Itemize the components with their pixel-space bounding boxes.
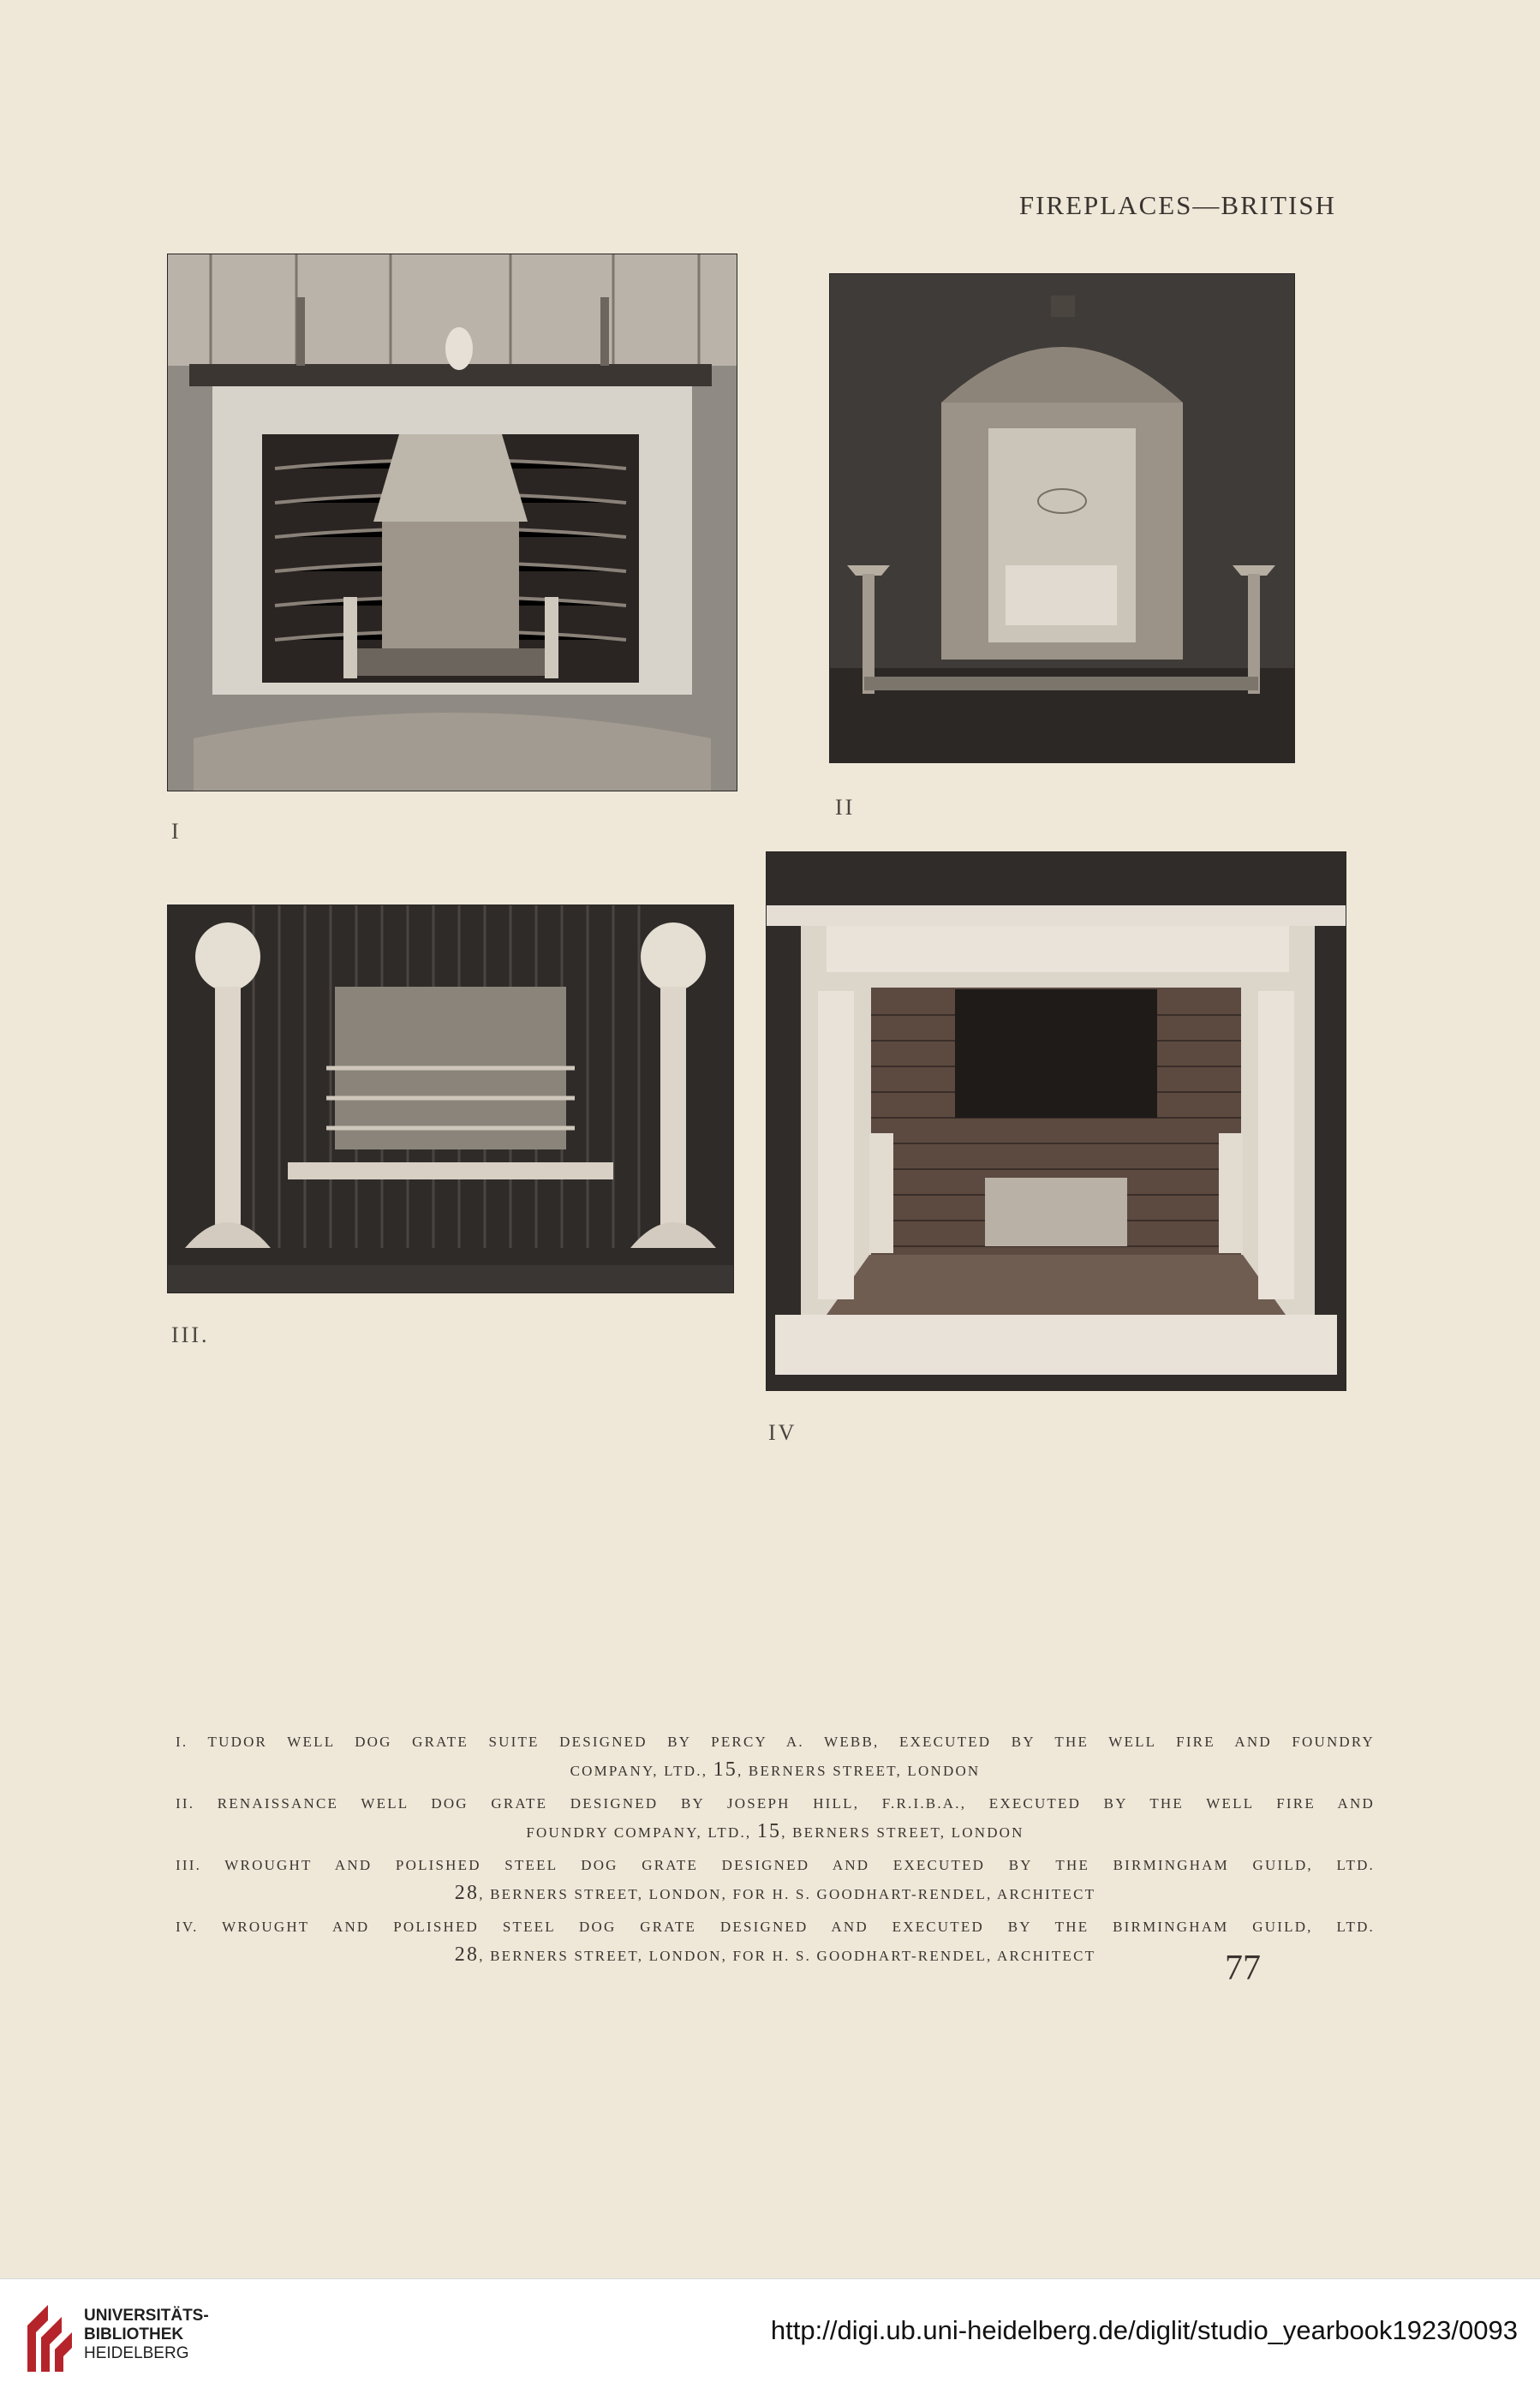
caption-3-line-1: III. WROUGHT AND POLISHED STEEL DOG GRATE DESIGNED AND EXECUTED BY THE BIRMINGHAM GUILD, LTD. xyxy=(176,1857,1375,1873)
plate-2-label: II xyxy=(835,795,856,820)
caption-1 xyxy=(176,1728,1375,1785)
caption-4-line-2: 28, BERNERS STREET, LONDON, FOR H. S. GOODHART-RENDEL, ARCHITECT xyxy=(454,1943,1096,1966)
caption-list xyxy=(176,1728,1375,1975)
library-logo-icon xyxy=(19,2300,74,2372)
plate-4-label: IV xyxy=(768,1420,797,1445)
caption-2 xyxy=(176,1790,1375,1847)
plate-1-image xyxy=(168,254,737,791)
plate-2-image xyxy=(830,274,1294,762)
caption-1-line-2: COMPANY, LTD., 15, BERNERS STREET, LONDON xyxy=(570,1758,981,1781)
caption-3 xyxy=(176,1852,1375,1908)
plate-4-image xyxy=(767,852,1346,1390)
plate-1-label: I xyxy=(171,819,182,844)
caption-4 xyxy=(176,1913,1375,1970)
library-name: UNIVERSITÄTS- BIBLIOTHEK HEIDELBERG xyxy=(84,2307,209,2362)
running-head: FIREPLACES—BRITISH xyxy=(1018,190,1336,220)
caption-4-line-1: IV. WROUGHT AND POLISHED STEEL DOG GRATE DESIGNED AND EXECUTED BY THE BIRMINGHAM GUILD, LTD. xyxy=(176,1919,1375,1935)
caption-1-line-1: I. TUDOR WELL DOG GRATE SUITE DESIGNED BY PERCY A. WEBB, EXECUTED BY THE WELL FIRE AND FOUNDRY xyxy=(176,1734,1375,1750)
page-number: 77 xyxy=(1225,1949,1261,1988)
caption-2-line-2: FOUNDRY COMPANY, LTD., 15, BERNERS STREET, LONDON xyxy=(526,1820,1024,1842)
caption-3-line-2: 28, BERNERS STREET, LONDON, FOR H. S. GOODHART-RENDEL, ARCHITECT xyxy=(454,1882,1096,1904)
plate-3-label: III. xyxy=(171,1322,210,1347)
source-url-link[interactable]: http://digi.ub.uni-heidelberg.de/diglit/studio_yearbook1923/0093 xyxy=(770,2315,1518,2345)
caption-2-line-1: II. RENAISSANCE WELL DOG GRATE DESIGNED BY JOSEPH HILL, F.R.I.B.A., EXECUTED BY THE WELL FIRE AND xyxy=(176,1795,1375,1812)
footer-bar xyxy=(0,2278,1540,2394)
plate-3-image xyxy=(168,905,733,1293)
